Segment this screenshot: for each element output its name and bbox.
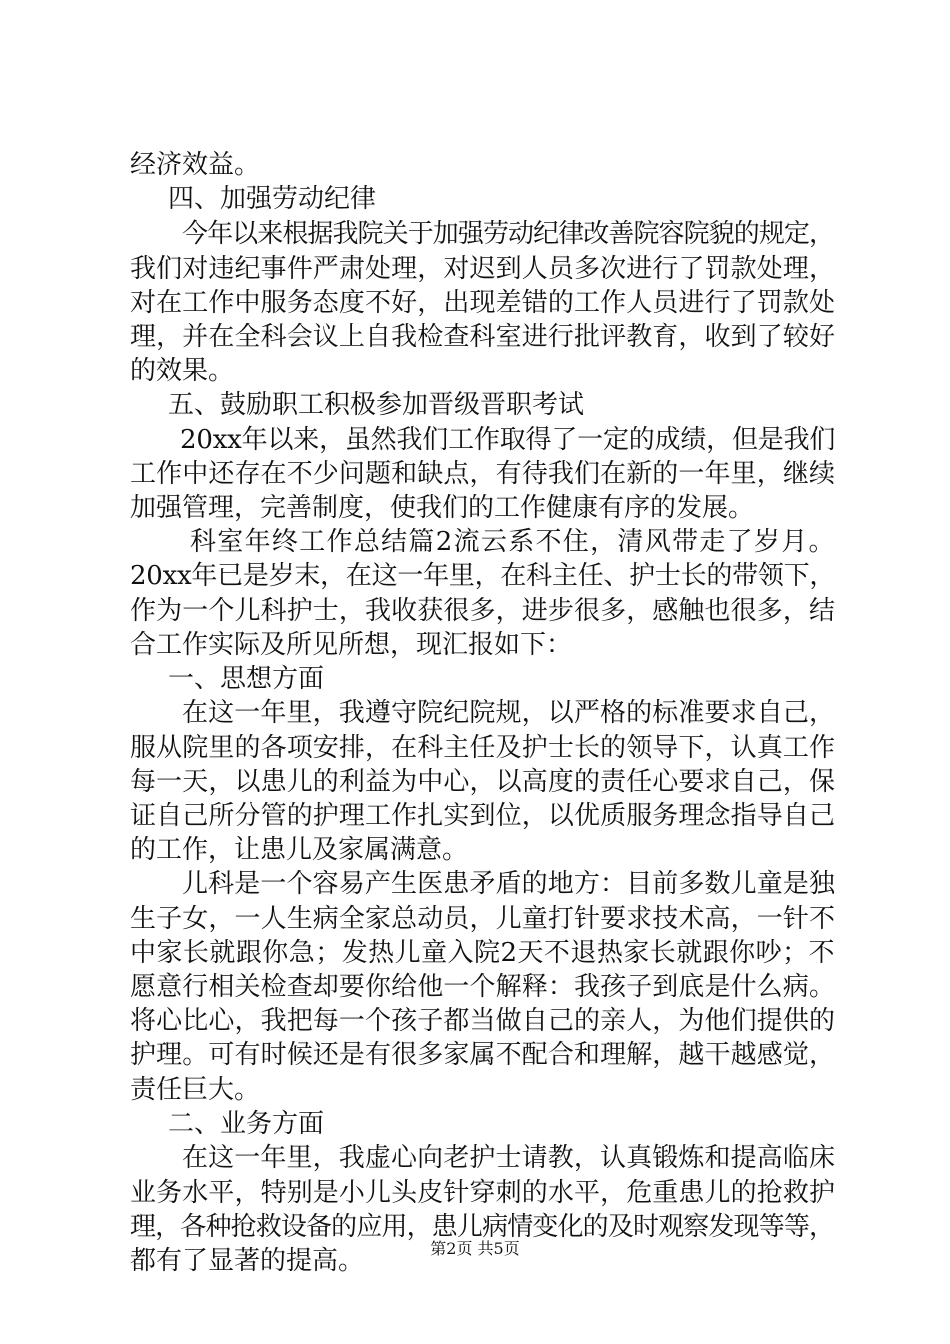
body-text-line: 今年以来根据我院关于加强劳动纪律改善院容院貌的规定， [182,219,835,249]
body-text-line: 五、鼓励职工积极参加晋级晋职考试 [168,390,585,420]
body-text-line: 将心比心，我把每一个孩子都当做自己的亲人，为他们提供的 [130,1006,836,1036]
body-text-line: 的工作，让患儿及家属满意。 [130,835,469,865]
body-text-line: 都有了显著的提高。 [130,1246,365,1276]
body-text-line: 科室年终工作总结篇2流云系不住，清风带走了岁月。 [190,527,836,557]
body-text-line: 在这一年里，我遵守院纪院规，以严格的标准要求自己， [182,698,836,728]
body-text-line: 20xx年以来，虽然我们工作取得了一定的成绩，但是我们 [180,425,836,455]
body-text-line: 对在工作中服务态度不好，出现差错的工作人员进行了罚款处 [130,288,836,318]
body-text-line: 一、思想方面 [168,664,325,694]
body-text-line: 在这一年里，我虚心向老护士请教，认真锻炼和提高临床 [182,1143,836,1173]
body-text-line: 我们对违纪事件严肃处理，对迟到人员多次进行了罚款处理， [130,254,836,284]
body-text-line: 护理。可有时候还是有很多家属不配合和理解，越干越感觉， [130,1040,836,1070]
body-text-line: 中家长就跟你急；发热儿童入院2天不退热家长就跟你吵；不 [130,938,836,968]
body-text-line: 二、业务方面 [168,1109,325,1139]
body-text-line: 儿科是一个容易产生医患矛盾的地方：目前多数儿童是独 [182,869,836,899]
body-text-line: 作为一个儿科护士，我收获很多，进步很多，感触也很多，结 [130,596,836,626]
body-text-line: 每一天，以患儿的利益为中心，以高度的责任心要求自己，保 [130,767,836,797]
body-text-line: 理，并在全科会议上自我检查科室进行批评教育，收到了较好 [130,322,836,352]
body-text-line: 20xx年已是岁末，在这一年里，在科主任、护士长的带领下， [130,561,836,591]
body-text-line: 理，各种抢救设备的应用，患儿病情变化的及时观察发现等等， [130,1212,835,1242]
body-text-line: 业务水平，特别是小儿头皮针穿刺的水平，危重患儿的抢救护 [130,1178,836,1208]
body-text-line: 的效果。 [130,356,235,386]
body-text-line: 服从院里的各项安排，在科主任及护士长的领导下，认真工作 [130,733,836,763]
body-text-line: 加强管理，完善制度，使我们的工作健康有序的发展。 [130,493,755,523]
body-text-line: 责任巨大。 [130,1075,261,1105]
body-text-line: 证自己所分管的护理工作扎实到位，以优质服务理念指导自己 [130,801,836,831]
body-text-line: 工作中还存在不少问题和缺点，有待我们在新的一年里，继续 [130,459,836,489]
body-text-line: 四、加强劳动纪律 [168,184,377,214]
body-text-line: 合工作实际及所见所想，现汇报如下： [130,630,573,660]
body-text-line: 生子女，一人生病全家总动员，儿童打针要求技术高，一针不 [130,904,836,934]
body-text-line: 经济效益。 [130,150,261,180]
page-footer: 第2页 共5页 [430,1239,520,1258]
body-text-line: 愿意行相关检查却要你给他一个解释：我孩子到底是什么病。 [130,972,836,1002]
